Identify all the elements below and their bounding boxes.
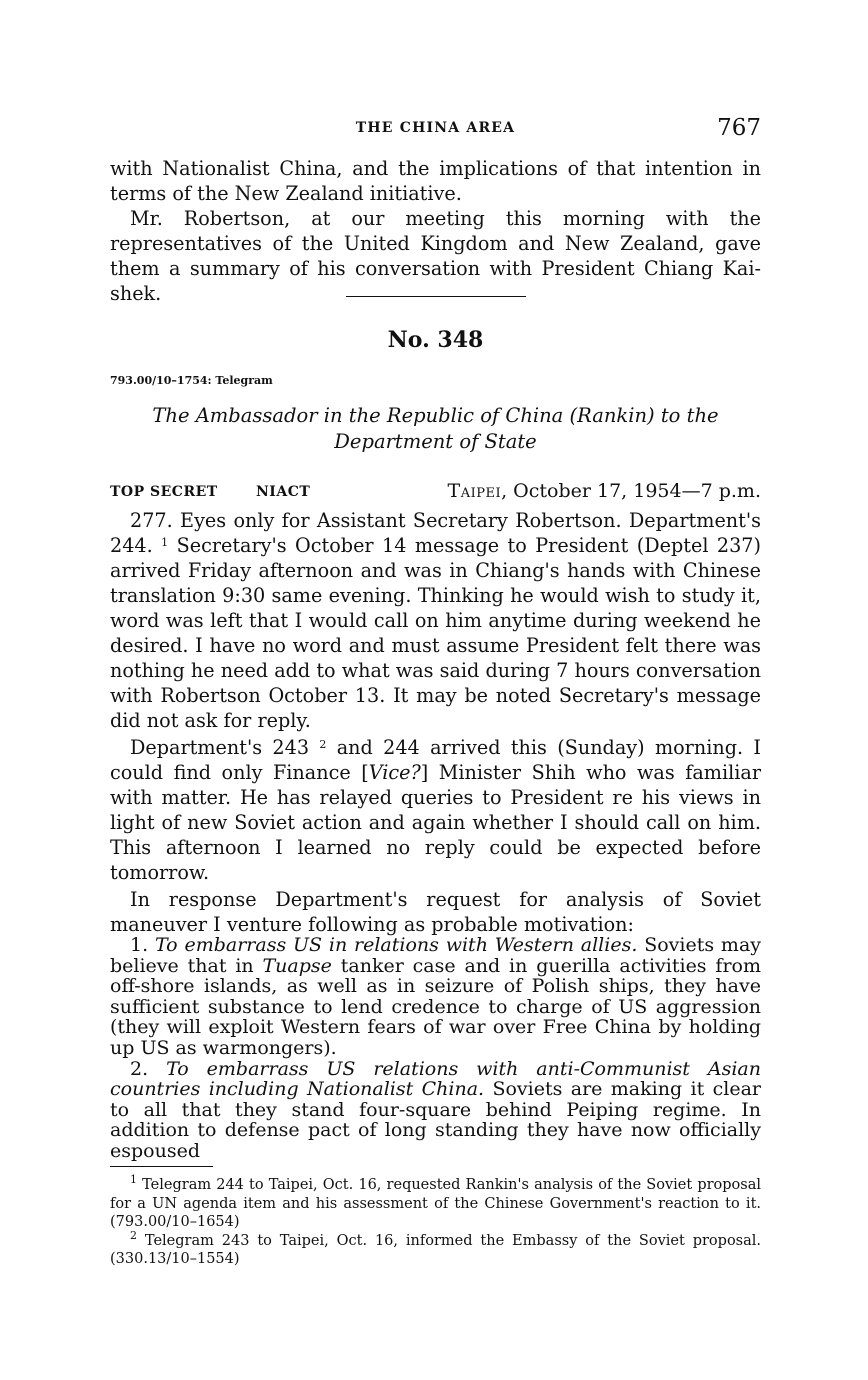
footnotes: [110, 1173, 762, 1269]
document-title: [110, 403, 761, 455]
footnote-ref: 1: [161, 536, 169, 549]
telegram-body: [110, 508, 761, 939]
text-run: and 244 arrived this (Sunday) morning. I could find only Finance [: [110, 736, 762, 784]
classification: TOP SECRET: [110, 484, 218, 500]
text-run: 277. Eyes only for Assistant Secretary Robertson. Department's 244.: [110, 509, 761, 557]
text-run: tanker case and in guerilla activities from off-shore islands, as well as in seizure of Polish ships, they have sufficient substance to lend credence to charge of US aggression (they will exploit Western fears of war over Free China by holding up US as warmongers).: [110, 954, 761, 1059]
numbered-list: [110, 935, 761, 1162]
page-number: 767: [717, 115, 761, 141]
document-title-line: The Ambassador in the Republic of China (Rankin) to the: [152, 404, 719, 427]
footnote-rule: [110, 1166, 213, 1167]
footnote-mark: 1: [130, 1173, 137, 1186]
footnote-text: Telegram 244 to Taipei, Oct. 16, requested Rankin's analysis of the Soviet proposal for a UN agenda item and his assessment of the Chinese Government's reaction to it. (793.00/10–1654): [110, 1177, 762, 1230]
paragraph: with Nationalist China, and the implications of that intention in terms of the New Zealand initiative.: [110, 157, 761, 205]
continuation-text: [110, 156, 761, 306]
paragraph: [110, 508, 761, 733]
telegram-header: [110, 480, 761, 504]
paragraph: Mr. Robertson, at our meeting this morning with the representatives of the United Kingdom and New Zealand, gave them a summary of his conversation with President Chiang Kai-shek.: [110, 207, 761, 305]
list-heading: To embarrass US in relations with Western allies.: [154, 934, 638, 956]
text-run-italic: Vice?: [368, 761, 421, 784]
text-run: Soviets are making it clear to all that they stand four-square behind Peiping regime. In addition to defense pact of long standing they have now officially espoused: [110, 1078, 761, 1162]
footnote-ref: 2: [319, 738, 327, 751]
footnote: [110, 1228, 762, 1269]
date: , October 17, 1954—7 p.m.: [501, 480, 761, 502]
running-head-title: THE CHINA AREA: [355, 120, 516, 136]
paragraph: In response Department's request for analysis of Soviet maneuver I venture following as probable motivation:: [110, 888, 761, 936]
list-item: [110, 935, 761, 1059]
text-run: Secretary's October 14 message to President (Deptel 237) arrived Friday afternoon and was in Chiang's hands with Chinese translation 9:30 same evening. Thinking he would wish to study it, word was left that I would call on him anytime during weekend he desired. I have no word and must assume President felt there was nothing he need add to what was said during 7 hours conversation with Robertson October 13. It may be noted Secretary's message did not ask for reply.: [110, 534, 761, 732]
paragraph: [110, 735, 761, 885]
text-run: ] Minister Shih who was familiar with matter. He has relayed queries to President re his views in light of new Soviet action and again whether I should call on him. This afternoon I learned no reply could be expected before tomorrow.: [110, 761, 761, 884]
list-item: [110, 1059, 761, 1162]
ship-name: Tuapse: [262, 954, 332, 977]
list-number: 2.: [130, 1057, 149, 1080]
footnote-mark: 2: [130, 1228, 137, 1242]
running-head: [110, 115, 761, 145]
file-reference: 793.00/10–1754: Telegram: [110, 374, 273, 387]
document-title-line: Department of State: [334, 430, 537, 453]
footnote-text: Telegram 243 to Taipei, Oct. 16, informed the Embassy of the Soviet proposal. (330.13/10–1554): [110, 1232, 762, 1267]
list-heading: To embarrass US relations with anti-Communist Asian countries including Nationalist China.: [110, 1057, 762, 1101]
text-run: Soviets may believe that in: [110, 934, 762, 977]
section-divider: [346, 296, 526, 297]
list-number: 1.: [130, 934, 149, 956]
precedence: NIACT: [256, 484, 311, 500]
footnote: [110, 1173, 762, 1232]
document-number: No. 348: [387, 327, 484, 353]
place: Taipei: [447, 480, 502, 502]
text-run: Department's 243: [130, 736, 310, 759]
place-date: [448, 480, 761, 502]
